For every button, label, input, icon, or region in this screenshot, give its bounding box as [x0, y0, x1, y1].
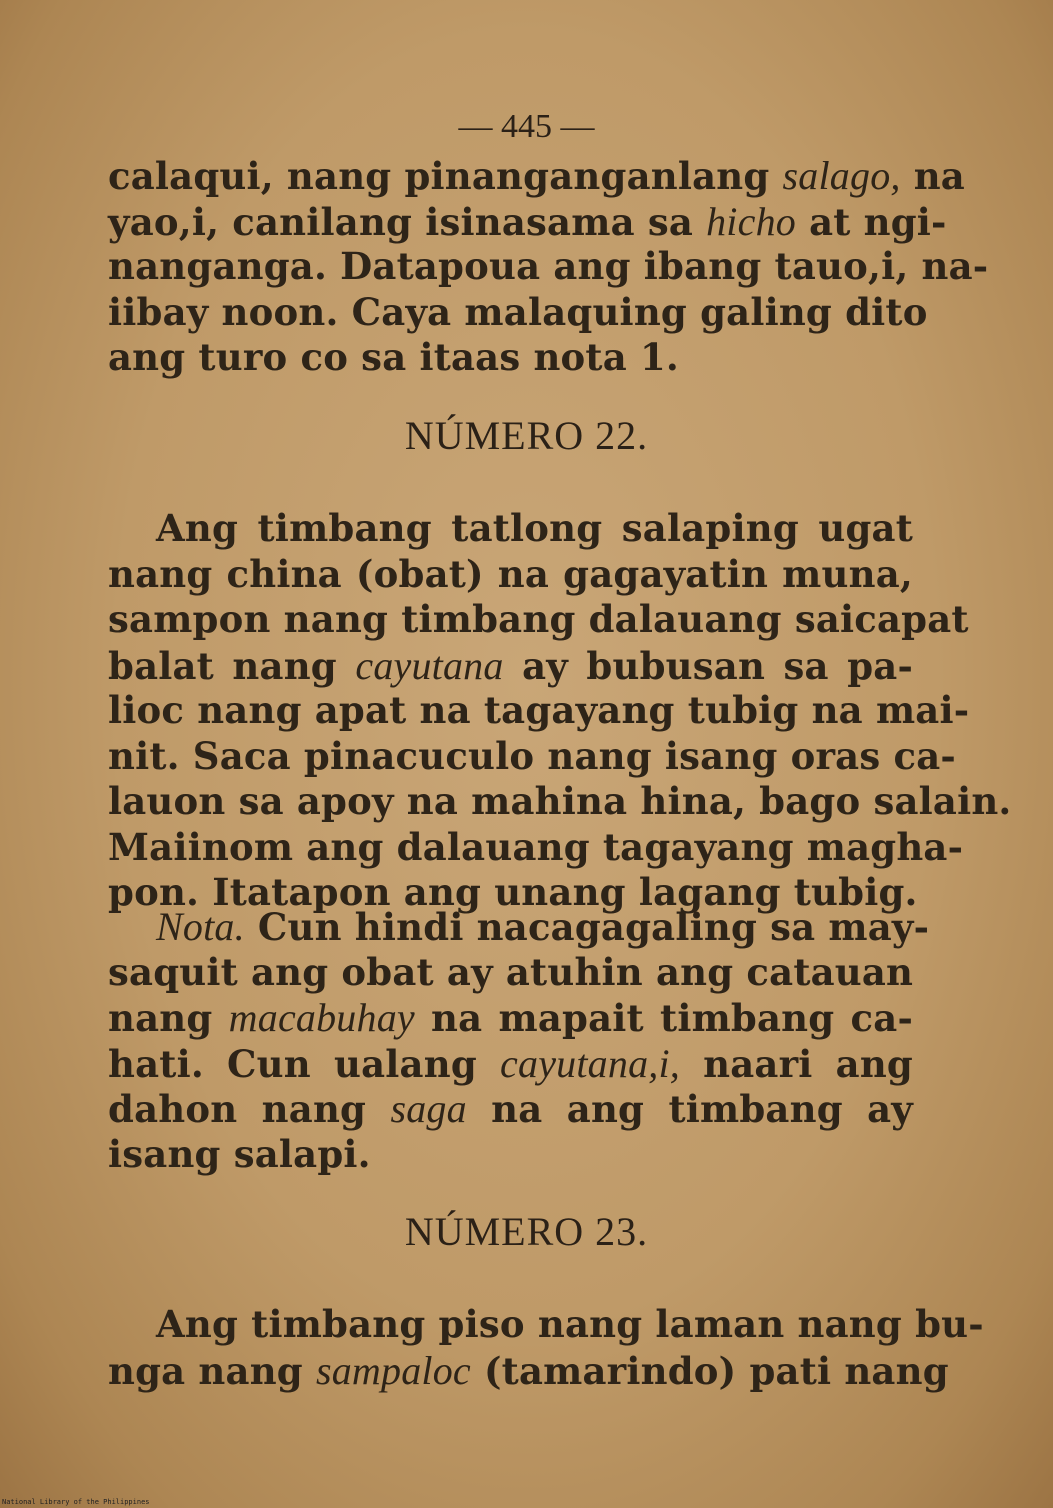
italic-term: cayutana	[355, 642, 504, 688]
text-line: yao,i, canilang isinasama sa hicho at ngi-	[108, 198, 947, 244]
text-line: Maiinom ang dalauang tagayang magha-	[108, 824, 964, 869]
italic-term: Nota.	[156, 904, 245, 949]
text-line: Nota. Cun hindi nacagagaling sa may-	[156, 904, 930, 949]
section-heading-22: NÚMERO 22.	[404, 413, 649, 458]
text-line: Ang timbang tatlong salaping ugat	[156, 506, 913, 550]
italic-term: salago,	[782, 153, 901, 198]
library-footer: National Library of the Philippines	[2, 1498, 150, 1506]
paragraph-continued	[108, 153, 989, 381]
section-heading-23: NÚMERO 23.	[404, 1209, 649, 1254]
paragraph-numero-23	[108, 1302, 984, 1393]
text-line: calaqui, nang pinanganganlang salago, na	[108, 153, 965, 198]
text-line: nang macabuhay na mapait timbang ca-	[108, 995, 913, 1040]
paragraph-numero-22	[108, 506, 1012, 916]
italic-term: macabuhay	[228, 995, 415, 1040]
text-line: dahon nang saga na ang timbang ay	[108, 1086, 913, 1131]
text-line: nga nang sampaloc (tamarindo) pati nang	[108, 1347, 949, 1393]
text-line: sampon nang timbang dalauang saicapat	[108, 597, 969, 641]
nota-paragraph-22	[108, 904, 930, 1177]
text-line: pon. Itatapon ang unang lagang tubig.	[108, 870, 918, 914]
text-line: isang salapi.	[108, 1131, 371, 1176]
italic-term: cayutana,i,	[500, 1040, 680, 1086]
text-line: saquit ang obat ay atuhin ang catauan	[108, 949, 914, 994]
italic-term: saga	[390, 1086, 467, 1131]
text-line: nanganga. Datapoua ang ibang tauo,i, na-	[108, 244, 989, 288]
text-line: Ang timbang piso nang laman nang bu-	[156, 1302, 984, 1346]
text-line: ang turo co sa itaas nota 1.	[108, 335, 680, 379]
italic-term: sampaloc	[315, 1347, 471, 1393]
text-line: lauon sa apoy na mahina hina, bago salain.	[108, 779, 1012, 823]
page-number: — 445 —	[458, 108, 595, 145]
text-line: lioc nang apat na tagayang tubig na mai-	[108, 688, 970, 732]
text-line: nit. Saca pinacuculo nang isang oras ca-	[108, 733, 956, 778]
italic-term: hicho	[706, 198, 796, 244]
text-line: nang china (obat) na gagayatin muna,	[108, 551, 913, 596]
text-line: hati. Cun ualang cayutana,i, naari ang	[108, 1040, 913, 1086]
text-line: iibay noon. Caya malaquing galing dito	[108, 289, 928, 334]
text-line: balat nang cayutana ay bubusan sa pa-	[108, 642, 914, 688]
